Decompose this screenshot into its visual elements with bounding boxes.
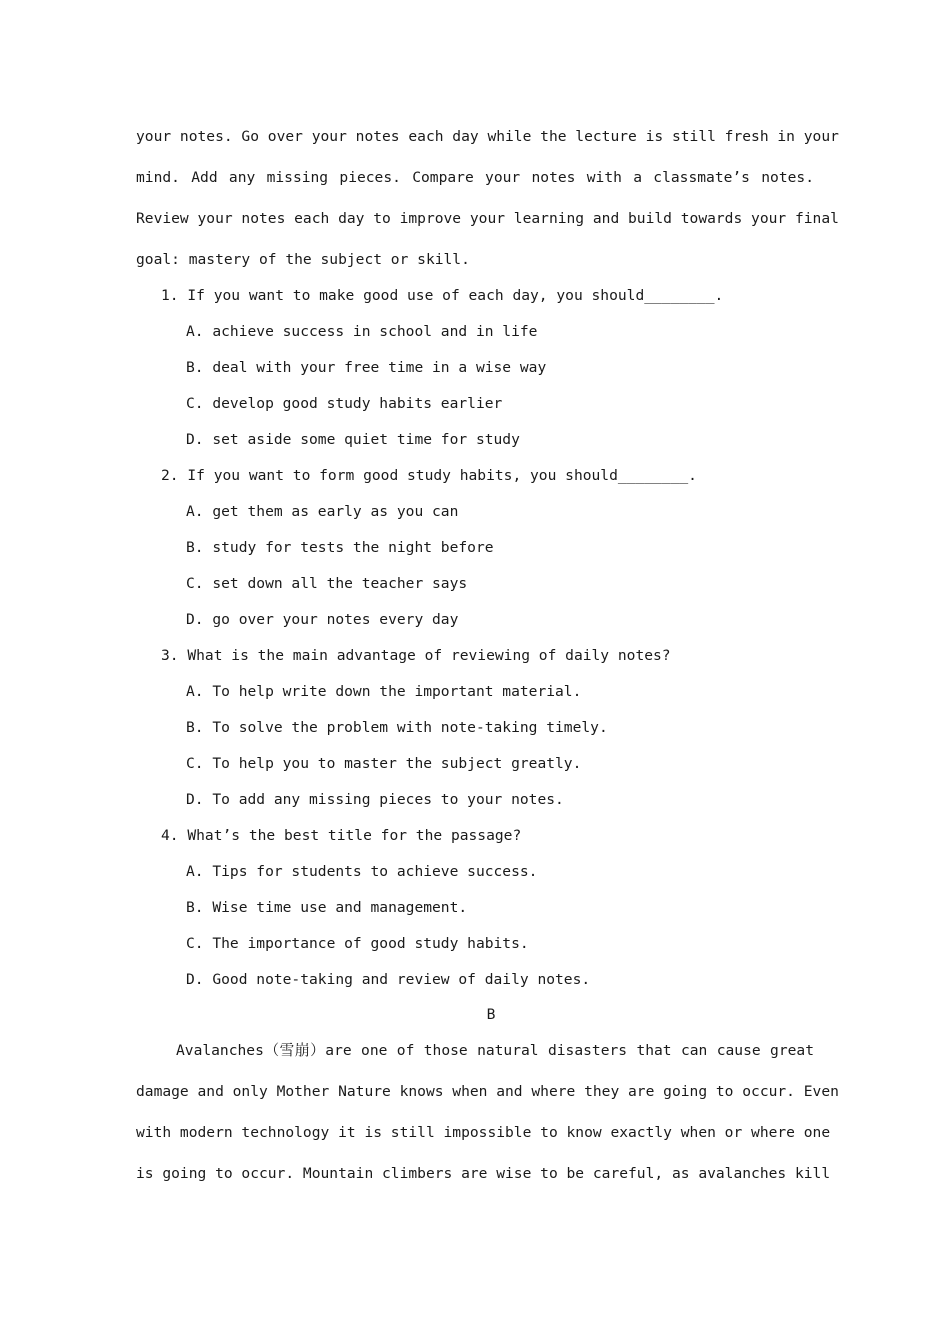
option-a: A. To help write down the important material. [186,683,582,700]
option-c: C. To help you to master the subject greatly. [186,755,582,772]
option-c: C. develop good study habits earlier [186,395,503,412]
question-stem: 3. What is the main advantage of reviewing of daily notes? [161,647,671,664]
question-stem: 1. If you want to make good use of each day, you should________. [161,287,724,304]
option-a: A. get them as early as you can [186,503,459,520]
option-a: A. achieve success in school and in life [186,323,538,340]
question-stem: 2. If you want to form good study habits, you should________. [161,467,697,484]
option-b: B. To solve the problem with note-taking timely. [186,719,608,736]
option-c: C. set down all the teacher says [186,575,468,592]
section-heading: B [486,1006,496,1023]
paragraph-line: damage and only Mother Nature knows when and where they are going to occur. Even [136,1083,839,1100]
paragraph-line: is going to occur. Mountain climbers are wise to be careful, as avalanches kill [136,1165,831,1182]
option-d: D. To add any missing pieces to your notes. [186,791,564,808]
paragraph-line: mind. Add any missing pieces. Compare your notes with a classmate’s notes. [136,169,814,186]
option-d: D. Good note-taking and review of daily notes. [186,971,591,988]
option-b: B. Wise time use and management. [186,899,468,916]
option-b: B. deal with your free time in a wise way [186,359,547,376]
paragraph-line: with modern technology it is still impossible to know exactly when or where one [136,1124,831,1141]
paragraph-line: your notes. Go over your notes each day while the lecture is still fresh in your [136,128,839,145]
paragraph-line: Review your notes each day to improve your learning and build towards your final [136,210,839,227]
option-a: A. Tips for students to achieve success. [186,863,538,880]
question-stem: 4. What’s the best title for the passage? [161,827,522,844]
paragraph-line: Avalanches（雪崩）are one of those natural disasters that can cause great [176,1042,814,1059]
paragraph-line: goal: mastery of the subject or skill. [136,251,470,268]
option-b: B. study for tests the night before [186,539,494,556]
option-c: C. The importance of good study habits. [186,935,529,952]
option-d: D. set aside some quiet time for study [186,431,520,448]
option-d: D. go over your notes every day [186,611,459,628]
